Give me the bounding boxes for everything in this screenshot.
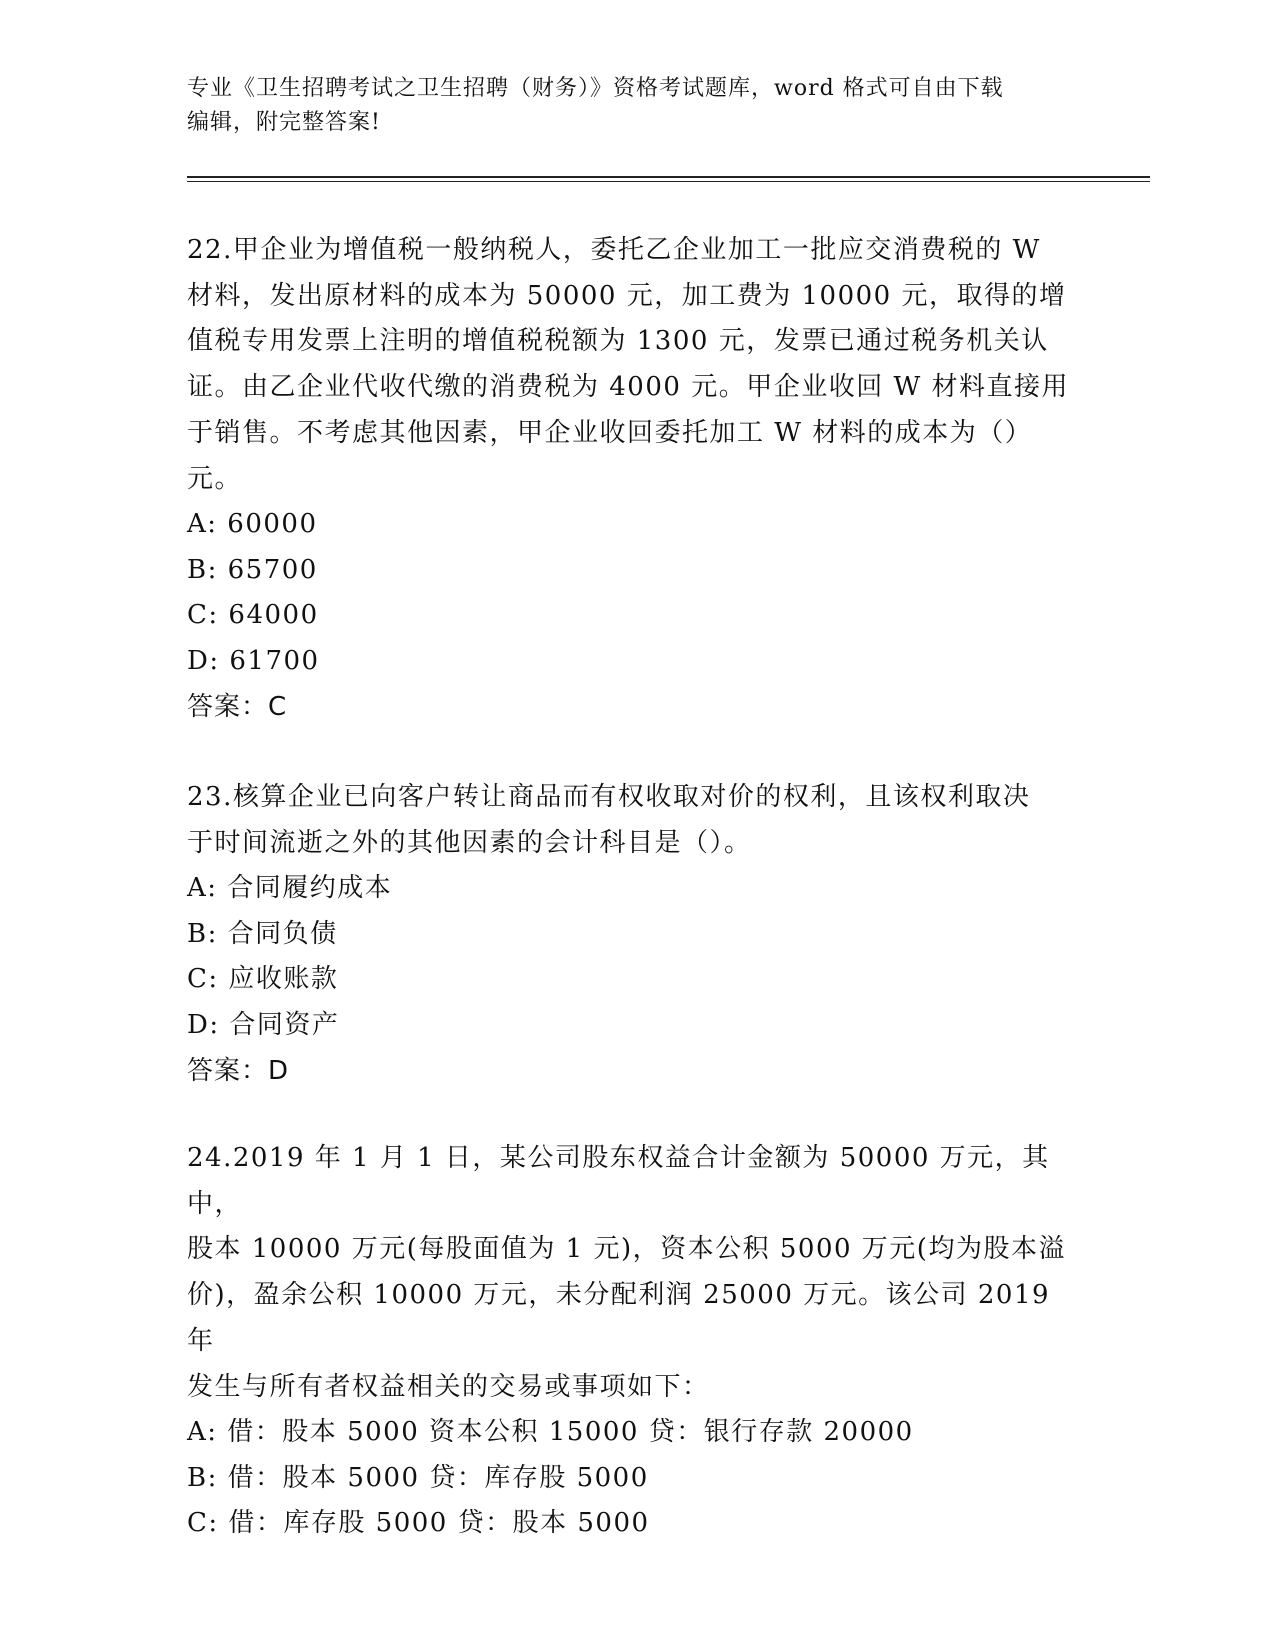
header-divider-thick — [187, 176, 1150, 178]
answer: 答案：D — [187, 1056, 290, 1087]
question-stem: 23.核算企业已向客户转让商品而有权收取对价的权利，且该权利取决 于时间流逝之外的其他因素的会计科目是（）。 — [187, 782, 1031, 858]
answer: 答案：C — [187, 692, 288, 723]
option-a: A: 60000 — [187, 509, 318, 540]
question-24 — [187, 1136, 1087, 1547]
option-b: B: 借：股本 5000 贷：库存股 5000 — [187, 1462, 649, 1493]
document-header — [187, 72, 1087, 140]
question-23 — [187, 775, 1087, 1094]
option-b: B: 合同负债 — [187, 918, 338, 949]
option-c: C: 借：库存股 5000 贷：股本 5000 — [187, 1508, 650, 1539]
option-c: C: 64000 — [187, 600, 319, 631]
question-22 — [187, 228, 1087, 730]
question-stem: 22.甲企业为增值税一般纳税人，委托乙企业加工一批应交消费税的 W 材料，发出原材料的成本为 50000 元，加工费为 10000 元，取得的增 值税专用发票上注明的增值税税额为 1300 元，发票已通过税务机关认 证。由乙企业代收代缴的消费税为 4000 元。甲企业收回 W 材料直接用 于销售。不考虑其他因素，甲企业收回委托加工 W 材料的成本为（） 元。 — [187, 235, 1069, 494]
option-d: D: 61700 — [187, 645, 320, 676]
header-line-2: 编辑，附完整答案! — [187, 110, 381, 135]
option-d: D: 合同资产 — [187, 1009, 340, 1040]
option-c: C: 应收账款 — [187, 964, 339, 995]
option-a: A: 借：股本 5000 资本公积 15000 贷：银行存款 20000 — [187, 1417, 914, 1448]
header-divider-thin — [187, 181, 1150, 182]
option-a: A: 合同履约成本 — [187, 873, 393, 904]
option-b: B: 65700 — [187, 554, 318, 585]
question-stem: 24.2019 年 1 月 1 日，某公司股东权益合计金额为 50000 万元，其中， 股本 10000 万元(每股面值为 1 元)，资本公积 5000 万元(均为股本溢 价)，盈余公积 10000 万元，未分配利润 25000 万元。该公司 2019 年 发生与所有者权益相关的交易或事项如下： — [187, 1143, 1066, 1402]
header-line-1: 专业《卫生招聘考试之卫生招聘（财务）》资格考试题库，word 格式可自由下载 — [187, 76, 1004, 101]
